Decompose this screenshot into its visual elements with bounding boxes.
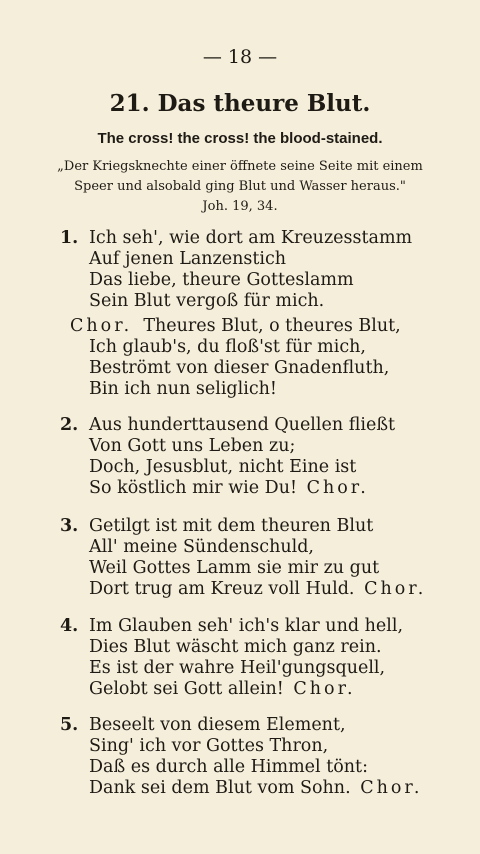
verse-line: Von Gott uns Leben zu;: [89, 436, 296, 456]
chorus-label: Chor.: [70, 316, 133, 336]
verse-line: All' meine Sündenschuld,: [89, 537, 314, 557]
verse-line: Aus hunderttausend Quellen fließt: [89, 415, 396, 435]
verse-line: Weil Gottes Lamm sie mir zu gut: [89, 558, 380, 578]
verse-line-with-chor: [89, 478, 369, 499]
verse-line-with-chor: [89, 778, 422, 799]
chorus-line: Beströmt von dieser Gnadenfluth,: [89, 358, 390, 378]
verse-line: Sing' ich vor Gottes Thron,: [89, 736, 329, 756]
verse-number: 1.: [60, 228, 79, 248]
verse-line: Sein Blut vergoß für mich.: [89, 291, 325, 311]
page-number: — 18 —: [202, 46, 278, 68]
chorus-cue: Chor.: [364, 579, 427, 599]
chorus-cue: Chor.: [306, 478, 369, 498]
verse-line: Es ist der wahre Heil'gungsquell,: [89, 658, 386, 678]
verse-line: Ich seh', wie dort am Kreuzesstamm: [89, 228, 413, 248]
chorus-cue: Chor.: [293, 679, 356, 699]
chorus-line: Theures Blut, o theures Blut,: [143, 316, 401, 336]
verse-line-with-chor: [89, 579, 426, 600]
epigraph-line: „Der Kriegsknechte einer öffnete seine Seite mit einem: [57, 159, 423, 174]
english-tune-subtitle: The cross! the cross! the blood-stained.: [97, 130, 383, 147]
verse-line: Daß es durch alle Himmel tönt:: [89, 757, 368, 777]
verse-number: 2.: [60, 415, 79, 435]
scripture-epigraph: [40, 157, 440, 217]
verse-number: 3.: [60, 516, 79, 536]
verse-line: Das liebe, theure Gotteslamm: [89, 270, 354, 290]
hymn-title: 21. Das theure Blut.: [109, 90, 371, 117]
verse-line: Dies Blut wäscht mich ganz rein.: [89, 637, 382, 657]
chorus-first-line: [66, 316, 401, 337]
verse-line: Beseelt von diesem Element,: [89, 715, 346, 735]
verse-number: 5.: [60, 715, 79, 735]
chorus-line: Bin ich nun seliglich!: [89, 379, 277, 399]
verse-line: Dort trug am Kreuz voll Huld.: [89, 579, 355, 599]
chorus-line: Ich glaub's, du floß'st für mich,: [89, 337, 366, 357]
verse-line: So köstlich mir wie Du!: [89, 478, 298, 498]
verse-line: Gelobt sei Gott allein!: [89, 679, 284, 699]
verse-line: Dank sei dem Blut vom Sohn.: [89, 778, 351, 798]
verse-line: Doch, Jesusblut, nicht Eine ist: [89, 457, 357, 477]
verse-number: 4.: [60, 616, 79, 636]
verse-line: Getilgt ist mit dem theuren Blut: [89, 516, 374, 536]
epigraph-reference: Joh. 19, 34.: [202, 199, 278, 214]
chorus-cue: Chor.: [360, 778, 423, 798]
epigraph-line: Speer und alsobald ging Blut und Wasser heraus.": [74, 179, 406, 194]
verse-line: Auf jenen Lanzenstich: [89, 249, 287, 269]
verse-line-with-chor: [89, 679, 356, 700]
verse-line: Im Glauben seh' ich's klar und hell,: [89, 616, 404, 636]
